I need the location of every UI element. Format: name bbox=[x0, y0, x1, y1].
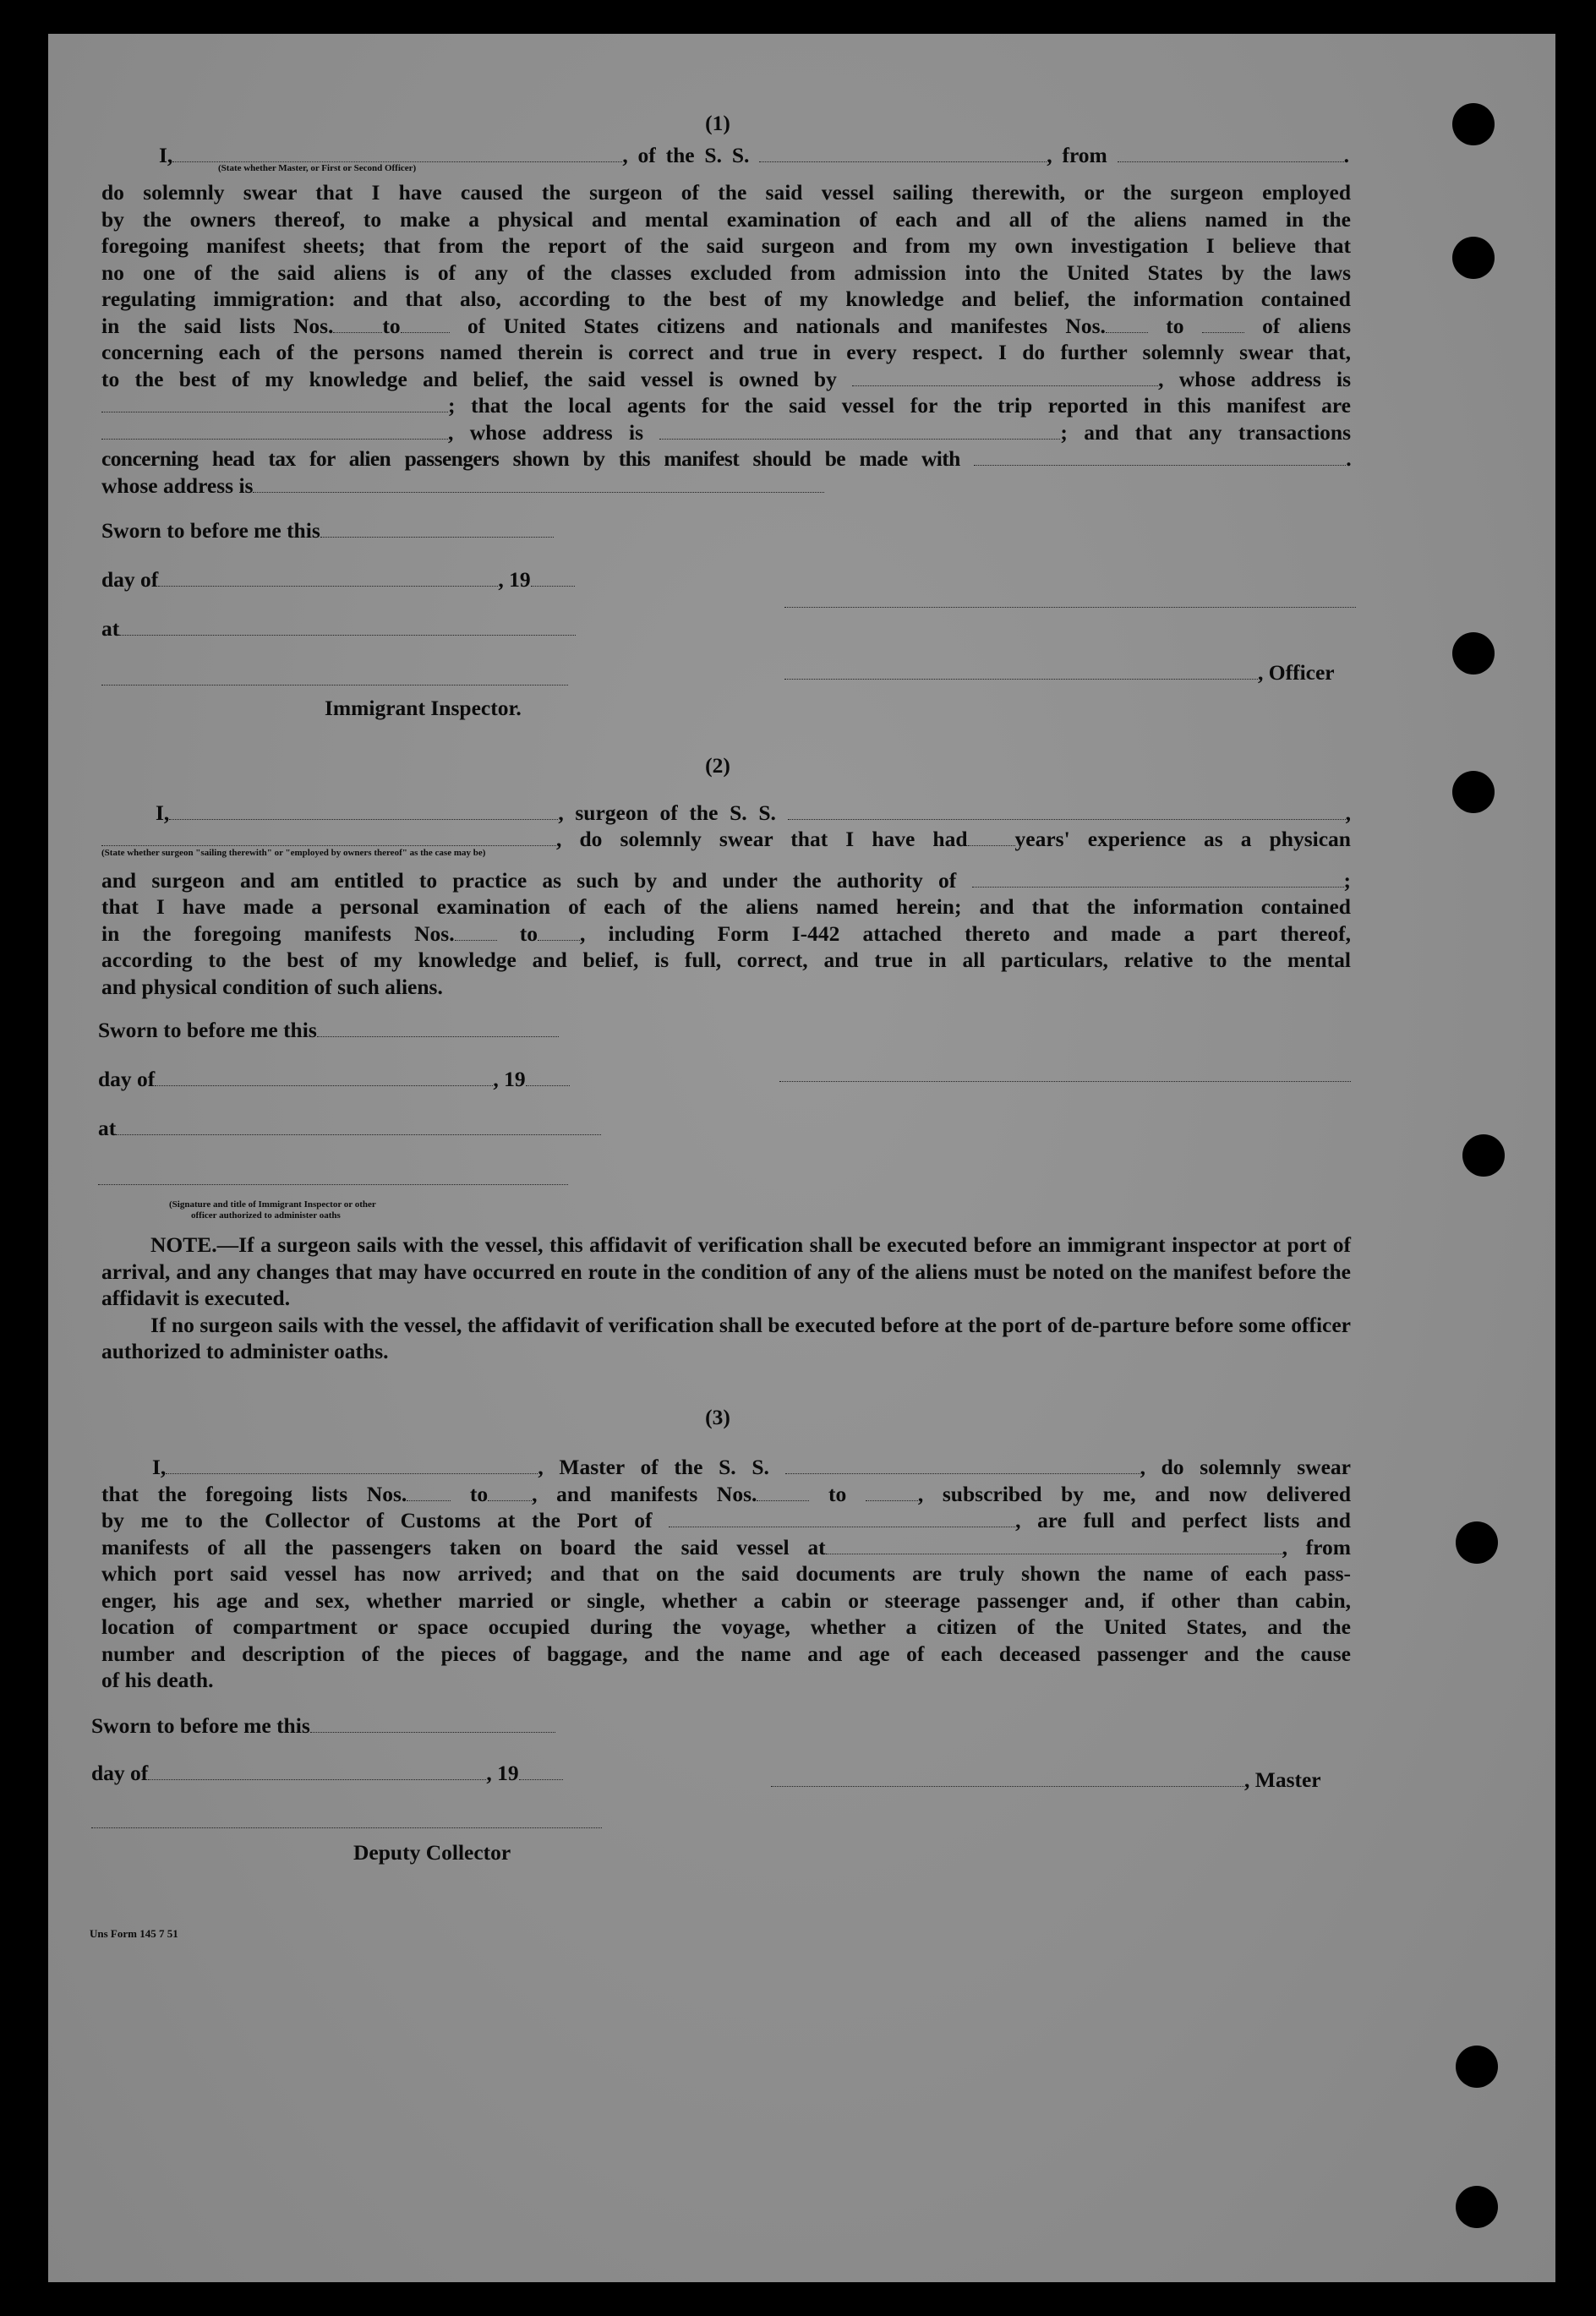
agents-address-field[interactable] bbox=[659, 420, 1060, 440]
from-port-field[interactable] bbox=[1118, 143, 1344, 162]
ship-name-field-2[interactable] bbox=[788, 800, 1346, 820]
section-1: (1) I, , of the S. S. , from . (State whether Master, or First or Second Officer) do solemnly swear that I have caused the surgeon of the said vessel sailing therewith, or the surgeon employed by the owners thereof, to make a physical and mental examination of each and all of the aliens named in the foregoing manifest sheets; that from the report of the said surgeon and from my own investigation I believe that no one of the said aliens is of any of the classes excluded from admission into the United States by the laws regulating immigration: and that also, according to the best of my knowledge and belief, the information contained in the said lists Nos. to of United States citizens and nationals and manifestes Nos. to of aliens concerning each of the persons named therein is correct and true in every respect. I do further solemnly swear that, to the best of my knowledge and belief, the said vessel is owned by , whose address is ; that the local agents for the said vessel for the trip reported in this manifest are , whose address is ; and that any transactions concerning head tax for alien passengers shown by this manifest should be made with . whose address is Sworn to before me this day of , 19 at , Officer Immigrant Inspector. bbox=[101, 110, 1351, 752]
manifests-from-field-2[interactable] bbox=[455, 921, 497, 941]
section-heading: (1) bbox=[705, 111, 730, 135]
day-of-field-2[interactable] bbox=[155, 1067, 493, 1086]
day-of-field[interactable] bbox=[158, 567, 498, 587]
section-2: (2) I, , surgeon of the S. S. , , do solemnly swear that I have had years' experience as a physican (State whether surgeon "sailing therewith" or "employed by owners thereof" as the case may be) and surgeon and am entitled to practice as such by and under the authority of ; that I have made a personal examination of each of the aliens named herein; and that the information contained in the foregoing manifests Nos. to , including Form I-442 attached thereto and made a part thereof, according to the best of my knowledge and belief, is full, correct, and true in all particulars, relative to the mental and physical condition of such aliens. Sworn to before me this day of , 19 at (Signature and title of Immigrant Inspector or other officer authorized to administer oaths NOTE.—If a surgeon sails with the vessel, this affidavit of verification shall be executed before an immigrant inspector at port of arrival, and any changes that may have occurred en route in the condition of any of the aliens must be noted on the manifest before the affidavit is executed. If no surgeon sails with the vessel, the affidavit of verification shall be executed before at the port of de-parture before some officer authorized to administer oaths. bbox=[101, 752, 1351, 1365]
at-place-field-2[interactable] bbox=[116, 1116, 601, 1135]
binder-hole-7 bbox=[1456, 2046, 1498, 2088]
owner-field[interactable] bbox=[852, 367, 1158, 386]
authority-field[interactable] bbox=[972, 868, 1344, 888]
ship-name-field-3[interactable] bbox=[785, 1455, 1140, 1474]
surgeon-name-field[interactable] bbox=[169, 800, 558, 820]
lists-from-field[interactable] bbox=[333, 314, 382, 333]
binder-hole-8 bbox=[1456, 2186, 1498, 2228]
name-field[interactable] bbox=[172, 143, 622, 162]
lists-to-field-3[interactable] bbox=[488, 1482, 532, 1501]
year-field-2[interactable] bbox=[526, 1067, 570, 1086]
ship-name-field[interactable] bbox=[759, 143, 1047, 162]
signature-caption: (Signature and title of Immigrant Inspector or other officer authorized to administer oaths bbox=[169, 1199, 376, 1221]
day-of-field-3[interactable] bbox=[148, 1761, 486, 1780]
port-field[interactable] bbox=[669, 1508, 1015, 1527]
head-tax-line: concerning head tax for alien passengers shown by this manifest should be made with . bbox=[101, 446, 1351, 471]
binder-hole-1 bbox=[1452, 103, 1495, 145]
head-tax-address-field[interactable] bbox=[253, 473, 824, 493]
owned-by-line: to the best of my knowledge and belief, the said vessel is owned by , whose address is bbox=[101, 366, 1352, 391]
head-tax-contact-field[interactable] bbox=[974, 446, 1346, 466]
binder-hole-6 bbox=[1456, 1521, 1498, 1564]
lists-from-field-3[interactable] bbox=[407, 1482, 451, 1501]
experience-line: , do solemnly swear that I have had years' experience as a physican bbox=[101, 826, 1351, 853]
official-signature-line[interactable] bbox=[98, 1183, 568, 1185]
years-field[interactable] bbox=[968, 827, 1015, 846]
boarded-at-field[interactable] bbox=[826, 1535, 1282, 1554]
manifests-to-field-2[interactable] bbox=[538, 921, 580, 941]
sworn-date-field[interactable] bbox=[320, 518, 554, 538]
section-3-signatures: Sworn to before me this day of , 19 , Master Deputy Collector bbox=[91, 1712, 1321, 1865]
note-1: NOTE.—If a surgeon sails with the vessel, this affidavit of verification shall be executed before an immigrant inspector at port of arrival, and any changes that may have occurred en route in the condition of any of the aliens must be noted on the manifest before the affidavit is executed. bbox=[101, 1232, 1351, 1310]
lists-nos-line: in the said lists Nos. to of United States citizens and nationals and manifestes Nos. to of aliens bbox=[101, 313, 1351, 338]
section-heading: (2) bbox=[705, 753, 730, 778]
section-3: (3) I, , Master of the S. S. , do solemnly swear that the foregoing lists Nos. to , and manifests Nos. to , subscribed by me, and now delivered by me to the Collector of Customs at the Port of , are full and perfect lists and manifests of all the passengers taken on board the said vessel at , from which port said vessel has now arrived; and that on the said documents are truly shown the name of each pass- enger, his age and sex, whether married or single, whether a cabin or steerage passenger and, if other than cabin, location of compartment or space occupied during the voyage, whether a citizen of the United States, and the number and description of the pieces of baggage, and the name and age of each deceased passenger and the cause of his death. Sworn to before me this day of , 19 , Master Deputy Collector Uns Form 145 7 51 bbox=[101, 1404, 1351, 1947]
year-field-3[interactable] bbox=[519, 1761, 563, 1780]
binder-hole-3 bbox=[1452, 632, 1495, 675]
section-heading: (3) bbox=[705, 1404, 730, 1429]
collector-signature-line[interactable] bbox=[91, 1826, 602, 1828]
officer-title-field[interactable] bbox=[784, 660, 1258, 680]
sworn-date-field-2[interactable] bbox=[317, 1018, 559, 1037]
port-line: by me to the Collector of Customs at the Port of , are full and perfect lists and bbox=[101, 1508, 1351, 1532]
agents-address-line: , whose address is ; and that any transactions bbox=[101, 419, 1351, 446]
form-number: Uns Form 145 7 51 bbox=[90, 1926, 178, 1940]
owner-address-field[interactable] bbox=[101, 393, 448, 412]
agents-field[interactable] bbox=[101, 420, 448, 440]
master-line: I, , Master of the S. S. , do solemnly swear bbox=[152, 1455, 1351, 1479]
section-1-signatures: Sworn to before me this day of , 19 at , Officer Immigrant Inspector. bbox=[101, 517, 1351, 752]
affidavit-form bbox=[90, 110, 1352, 1947]
whose-address-line: whose address is bbox=[101, 472, 1351, 500]
authority-line: and surgeon and am entitled to practice as such by and under the authority of ; bbox=[101, 867, 1351, 893]
surgeon-status-field[interactable] bbox=[101, 827, 556, 846]
manifests-from-field[interactable] bbox=[1106, 314, 1148, 333]
year-field[interactable] bbox=[531, 567, 575, 587]
boarded-at-line: manifests of all the passengers taken on board the said vessel at , from bbox=[101, 1534, 1351, 1559]
deputy-collector-label: Deputy Collector bbox=[353, 1839, 511, 1865]
note-2: If no surgeon sails with the vessel, the affidavit of verification shall be executed before at the port of de-parture before some officer authorized to administer oaths. bbox=[101, 1312, 1351, 1363]
section-1-body: do solemnly swear that I have caused the surgeon of the said vessel sailing therewith, or the surgeon employed by the owners thereof, to make a physical and mental examination of each and all of the aliens named in the foregoing manifest sheets; that from the report of the said surgeon and from my own investigation I believe that no one of the said aliens is of any of the classes excluded from admission into the United States by the laws regulating immigration: and that also, according to the best of my knowledge and belief, the information contained bbox=[101, 180, 1351, 311]
manifests-from-field-3[interactable] bbox=[757, 1482, 809, 1501]
rank-caption: (State whether Master, or First or Second Officer) bbox=[218, 163, 417, 173]
section-2-signatures: Sworn to before me this day of , 19 at bbox=[101, 1017, 1351, 1201]
surgeon-signature-line[interactable] bbox=[779, 1079, 1351, 1082]
manifests-to-field[interactable] bbox=[1202, 314, 1244, 333]
binder-hole-5 bbox=[1462, 1134, 1505, 1177]
inspector-signature-line[interactable] bbox=[101, 683, 568, 686]
surgeon-line: I, , surgeon of the S. S. , bbox=[156, 800, 1351, 825]
binder-hole-4 bbox=[1452, 771, 1495, 813]
sworn-date-field-3[interactable] bbox=[310, 1713, 555, 1733]
master-signature-field[interactable] bbox=[771, 1767, 1244, 1787]
binder-hole-2 bbox=[1452, 237, 1495, 279]
lists-to-field[interactable] bbox=[401, 314, 450, 333]
officer-signature-line[interactable] bbox=[784, 605, 1356, 608]
agents-line: ; that the local agents for the said vessel for the trip reported in this manifest are bbox=[101, 392, 1351, 419]
manifests-line: in the foregoing manifests Nos. to , including Form I-442 attached thereto and made a part thereof, bbox=[101, 920, 1351, 946]
lists-line: that the foregoing lists Nos. to , and manifests Nos. to , subscribed by me, and now delivered bbox=[101, 1481, 1352, 1506]
manifests-to-field-3[interactable] bbox=[866, 1482, 918, 1501]
immigrant-inspector-label: Immigrant Inspector. bbox=[325, 696, 522, 720]
master-name-field[interactable] bbox=[166, 1455, 538, 1474]
at-place-field[interactable] bbox=[119, 616, 576, 636]
master-oath-line: I, , of the S. S. , from . bbox=[159, 142, 1350, 167]
surgeon-caption: (State whether surgeon "sailing therewith" or "employed by owners thereof" as the case may be) bbox=[101, 847, 486, 858]
